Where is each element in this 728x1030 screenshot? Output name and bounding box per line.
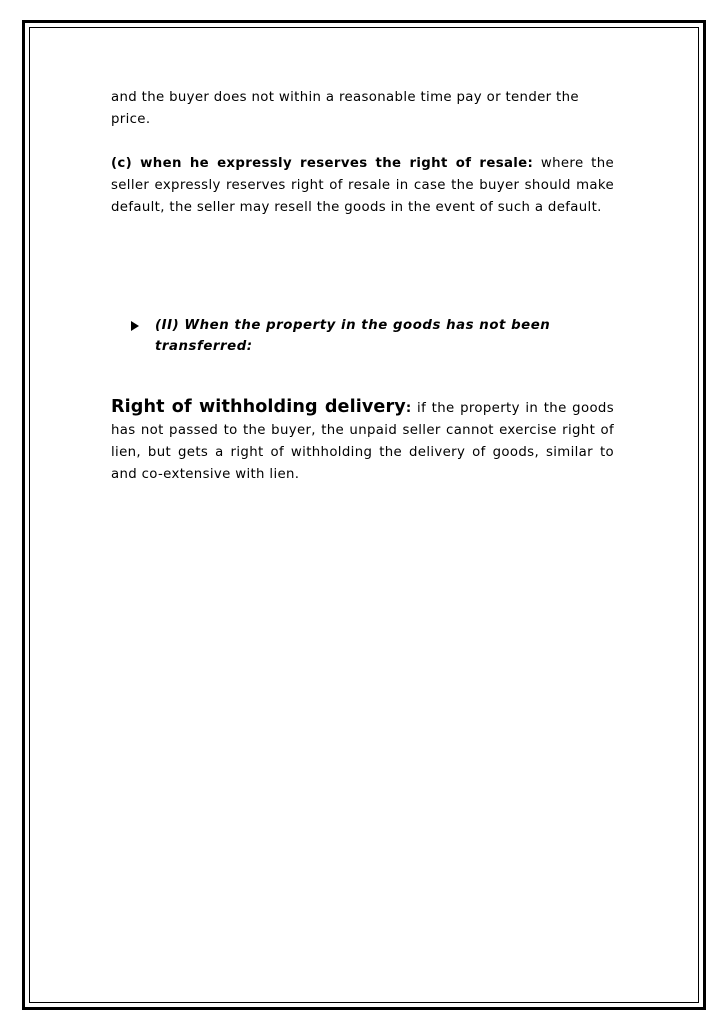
resale-heading: (c) when he expressly reserves the right of resale: — [111, 156, 534, 171]
withholding-colon: : — [405, 401, 412, 416]
bullet-item-property-not-transferred — [131, 315, 614, 357]
withholding-heading: Right of withholding delivery — [111, 397, 406, 417]
paragraph-resale — [111, 153, 614, 219]
resale-body: where the seller expressly reserves right of resale in case the buyer should make default, the seller may resell the goods in the event of such a default. — [111, 156, 614, 215]
arrow-bullet-icon — [131, 321, 139, 331]
document-body — [111, 87, 614, 486]
bullet-text: (II) When the property in the goods has not been transferred: — [155, 318, 551, 354]
withholding-body: if the property in the goods has not passed to the buyer, the unpaid seller cannot exercise right of lien, but gets a right of withholding the delivery of goods, similar to and co-extensive with lien. — [111, 401, 614, 482]
paragraph-withholding-delivery — [111, 396, 614, 486]
paragraph-price: and the buyer does not within a reasonable time pay or tender the price. — [111, 90, 579, 127]
